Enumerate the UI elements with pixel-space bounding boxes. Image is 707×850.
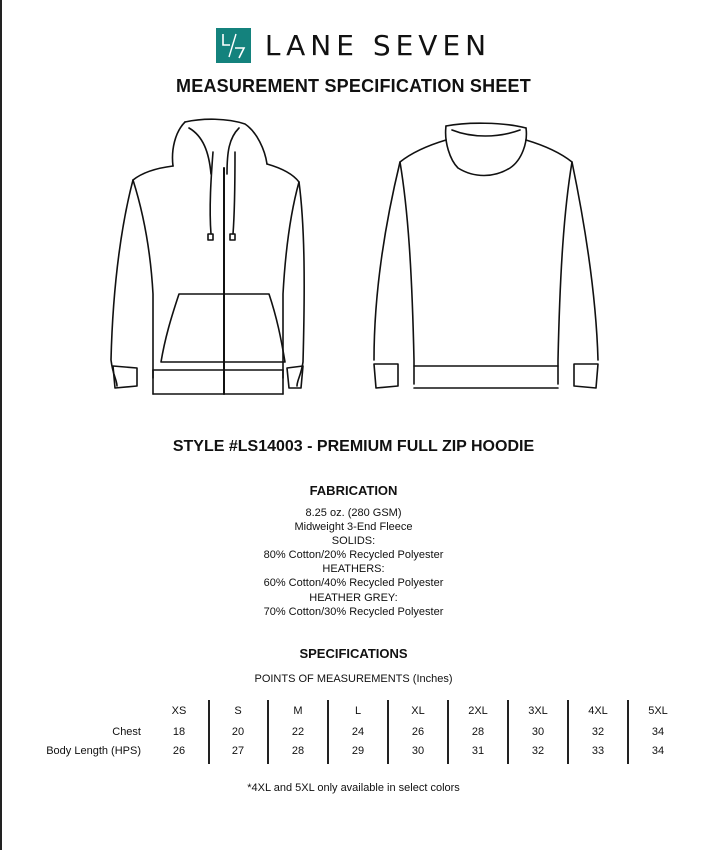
size-header: XS — [171, 705, 187, 717]
table-cell: 26 — [411, 726, 425, 738]
column-divider — [267, 700, 269, 764]
size-header: XL — [411, 705, 425, 717]
table-cell: 22 — [291, 726, 305, 738]
table-cell: 27 — [231, 745, 245, 757]
l7-logo-icon — [216, 28, 251, 63]
specifications-title: SPECIFICATIONS — [299, 646, 408, 661]
fabrication-details — [0, 506, 707, 619]
fabrication-line: 80% Cotton/20% Recycled Polyester — [263, 549, 444, 562]
fabrication-line: HEATHER GREY: — [309, 591, 398, 604]
table-cell: 30 — [411, 745, 425, 757]
column-divider — [208, 700, 210, 764]
table-cell: 18 — [172, 726, 186, 738]
column-divider — [627, 700, 629, 764]
column-divider — [447, 700, 449, 764]
table-cell: 28 — [291, 745, 305, 757]
column-divider — [507, 700, 509, 764]
size-header: S — [234, 705, 242, 717]
table-cell: 31 — [471, 745, 485, 757]
table-cell: 32 — [531, 745, 545, 757]
table-cell: 32 — [591, 726, 605, 738]
size-header: 4XL — [588, 705, 608, 717]
fabrication-line: 8.25 oz. (280 GSM) — [305, 507, 402, 519]
size-header: 2XL — [468, 705, 488, 717]
fabrication-line: 60% Cotton/40% Recycled Polyester — [263, 577, 444, 590]
fabrication-line: SOLIDS: — [331, 535, 376, 548]
size-header: 3XL — [528, 705, 548, 717]
column-divider — [567, 700, 569, 764]
availability-footnote: *4XL and 5XL only available in select colors — [247, 782, 460, 794]
hoodie-front-illustration — [105, 118, 305, 400]
fabrication-line: HEATHERS: — [322, 563, 385, 576]
hoodie-back-illustration — [368, 120, 604, 392]
table-cell: 30 — [531, 726, 545, 738]
column-divider — [327, 700, 329, 764]
brand-header — [0, 28, 707, 63]
sheet-title: MEASUREMENT SPECIFICATION SHEET — [176, 76, 531, 96]
table-cell: 33 — [591, 745, 605, 757]
table-cell: 20 — [231, 726, 245, 738]
fabrication-line: Midweight 3-End Fleece — [294, 521, 413, 534]
brand-name: LANE SEVEN — [264, 29, 492, 62]
size-chart-table — [0, 700, 707, 766]
points-of-measurement-label: POINTS OF MEASUREMENTS (Inches) — [254, 673, 453, 685]
table-cell: 29 — [351, 745, 365, 757]
table-cell: 34 — [651, 726, 665, 738]
column-divider — [387, 700, 389, 764]
size-header: M — [293, 705, 303, 717]
size-header: 5XL — [648, 705, 668, 717]
table-cell: 34 — [651, 745, 665, 757]
size-header: L — [354, 705, 362, 717]
fabrication-line: 70% Cotton/30% Recycled Polyester — [263, 605, 444, 618]
table-cell: 24 — [351, 726, 365, 738]
table-cell: 26 — [172, 745, 186, 757]
row-label-chest: Chest — [112, 726, 141, 738]
style-title: STYLE #LS14003 - PREMIUM FULL ZIP HOODIE — [172, 438, 535, 455]
row-label-body-length: Body Length (HPS) — [46, 745, 141, 757]
table-cell: 28 — [471, 726, 485, 738]
fabrication-title: FABRICATION — [309, 483, 398, 498]
